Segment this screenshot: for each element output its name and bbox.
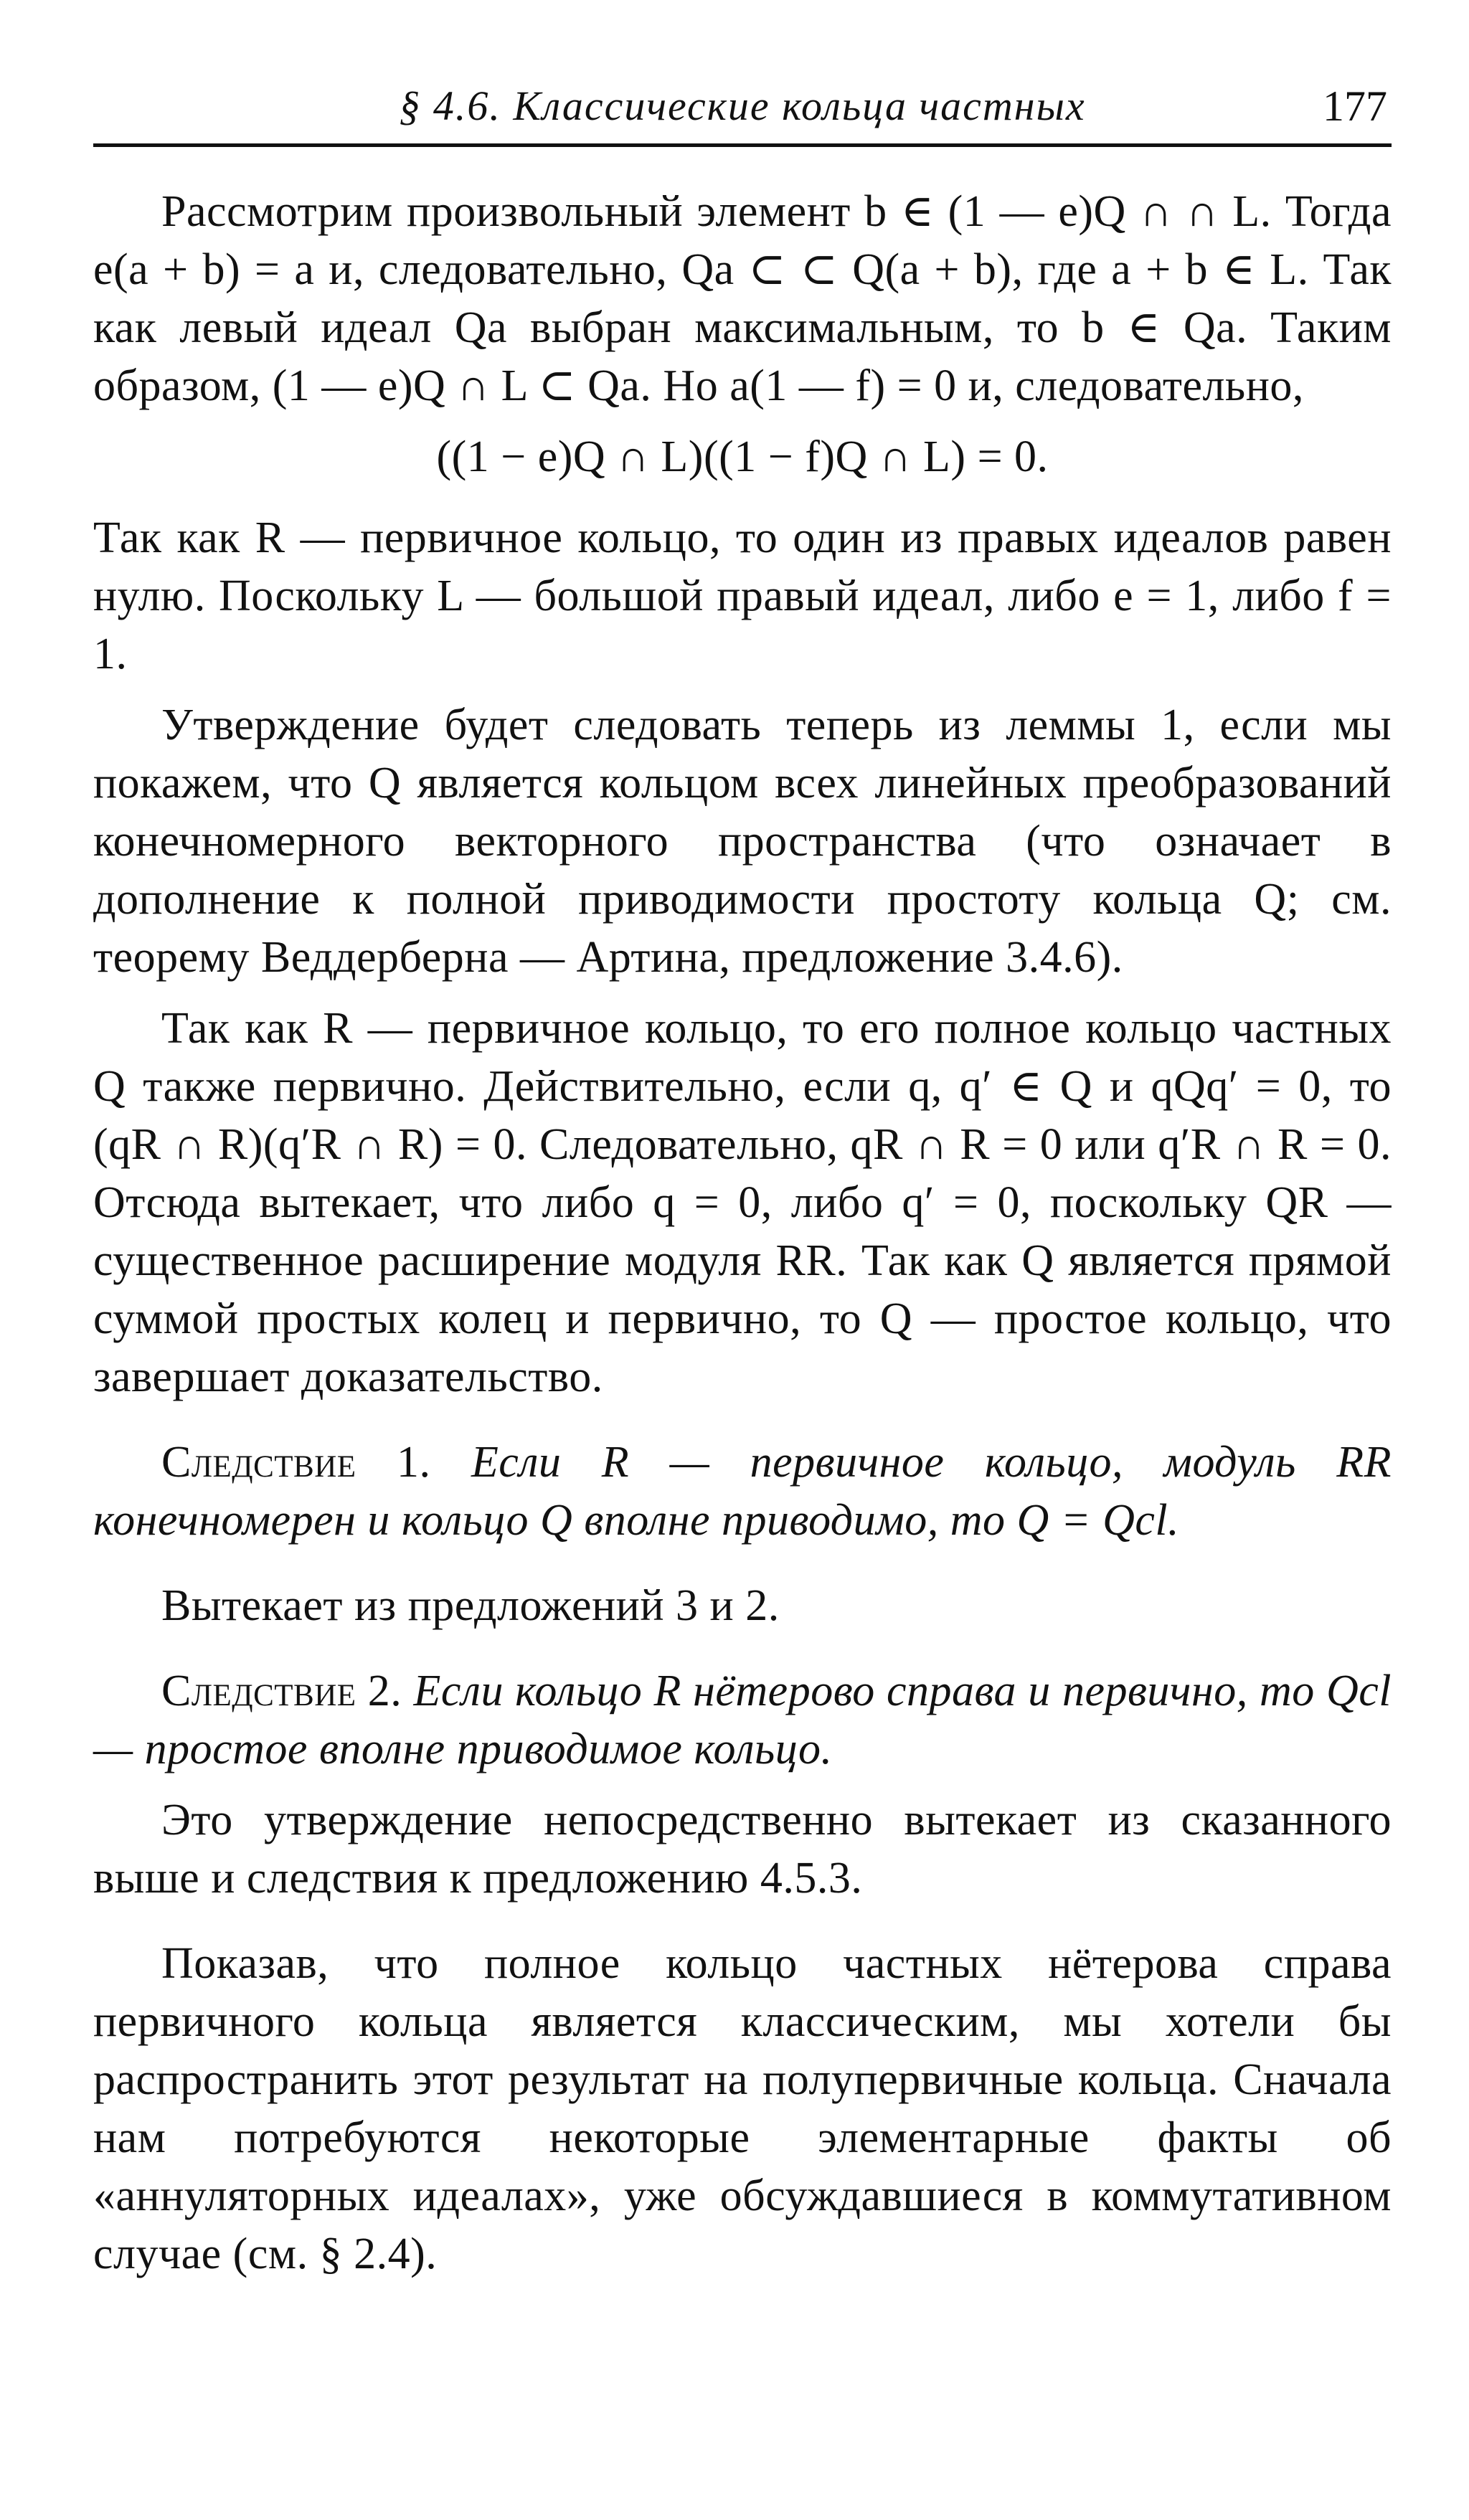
- paragraph-quotient-ring-prime: Так как R — первичное кольцо, то его полное кольцо частных Q также первично. Действительно, если q, q′ ∈ Q и qQq′ = 0, то (qR ∩ R)(q′R ∩ R) = 0. Следовательно, qR ∩ R = 0 или q′R ∩ R = 0. Отсюда вытекает, что либо q = 0, либо q′ = 0, поскольку QR — существенное расширение модуля RR. Так как Q является прямой суммой простых колец и первично, то Q — простое кольцо, что завершает доказательство.: [93, 1004, 1392, 1401]
- paragraph-lemma-reference: Утверждение будет следовать теперь из леммы 1, если мы покажем, что Q является кольцом всех линейных преобразований конечномерного векторного пространства (что означает в дополнение к полной приводимости простоту кольца Q; см. теорему Веддерберна — Артина, предложение 3.4.6).: [93, 701, 1392, 982]
- corollary-1-statement: Если R — первичное кольцо, модуль RR конечномерен и кольцо Q вполне приводимо, то Q = Qcl.: [93, 1438, 1392, 1545]
- corollary-1: [93, 1434, 1392, 1550]
- paragraph-prime-ring: Так как R — первичное кольцо, то один из правых идеалов равен нулю. Поскольку L — большой правый идеал, либо e = 1, либо f = 1.: [93, 513, 1392, 678]
- corollary-1-label: Следствие 1.: [161, 1438, 431, 1487]
- corollary-2-label: Следствие 2.: [161, 1667, 402, 1715]
- book-page: [93, 0, 1392, 2520]
- page-body: [93, 183, 1392, 2283]
- paragraph-proof-continuation: Рассмотрим произвольный элемент b ∈ (1 — e)Q ∩ ∩ L. Тогда e(a + b) = a и, следовательно, Qa ⊂ ⊂ Q(a + b), где a + b ∈ L. Так как левый идеал Qa выбран максимальным, то b ∈ Qa. Таким образом, (1 — e)Q ∩ L ⊂ Qa. Но a(1 — f) = 0 и, следовательно,: [93, 187, 1392, 410]
- corollary-2: [93, 1662, 1392, 1778]
- running-title: § 4.6. Классические кольца частных: [399, 82, 1086, 129]
- corollary-2-proof: Это утверждение непосредственно вытекает из сказанного выше и следствия к предложению 4.5.3.: [93, 1796, 1392, 1903]
- page-number: 177: [1323, 82, 1387, 130]
- display-formula: ((1 − e)Q ∩ L)((1 − f)Q ∩ L) = 0.: [436, 432, 1049, 481]
- paragraph-semiprime-intro: Показав, что полное кольцо частных нётерова справа первичного кольца является классическим, мы хотели бы распространить этот результат на полупервичные кольца. Сначала нам потребуются некоторые элементарные факты об «аннуляторных идеалах», уже обсуждавшиеся в коммутативном случае (см. § 2.4).: [93, 1939, 1392, 2278]
- corollary-1-proof: Вытекает из предложений 3 и 2.: [161, 1581, 780, 1630]
- running-header: [93, 79, 1392, 147]
- corollary-2-statement: Если кольцо R нётерово справа и первично, то Qcl — простое вполне приводимое кольцо.: [93, 1667, 1392, 1773]
